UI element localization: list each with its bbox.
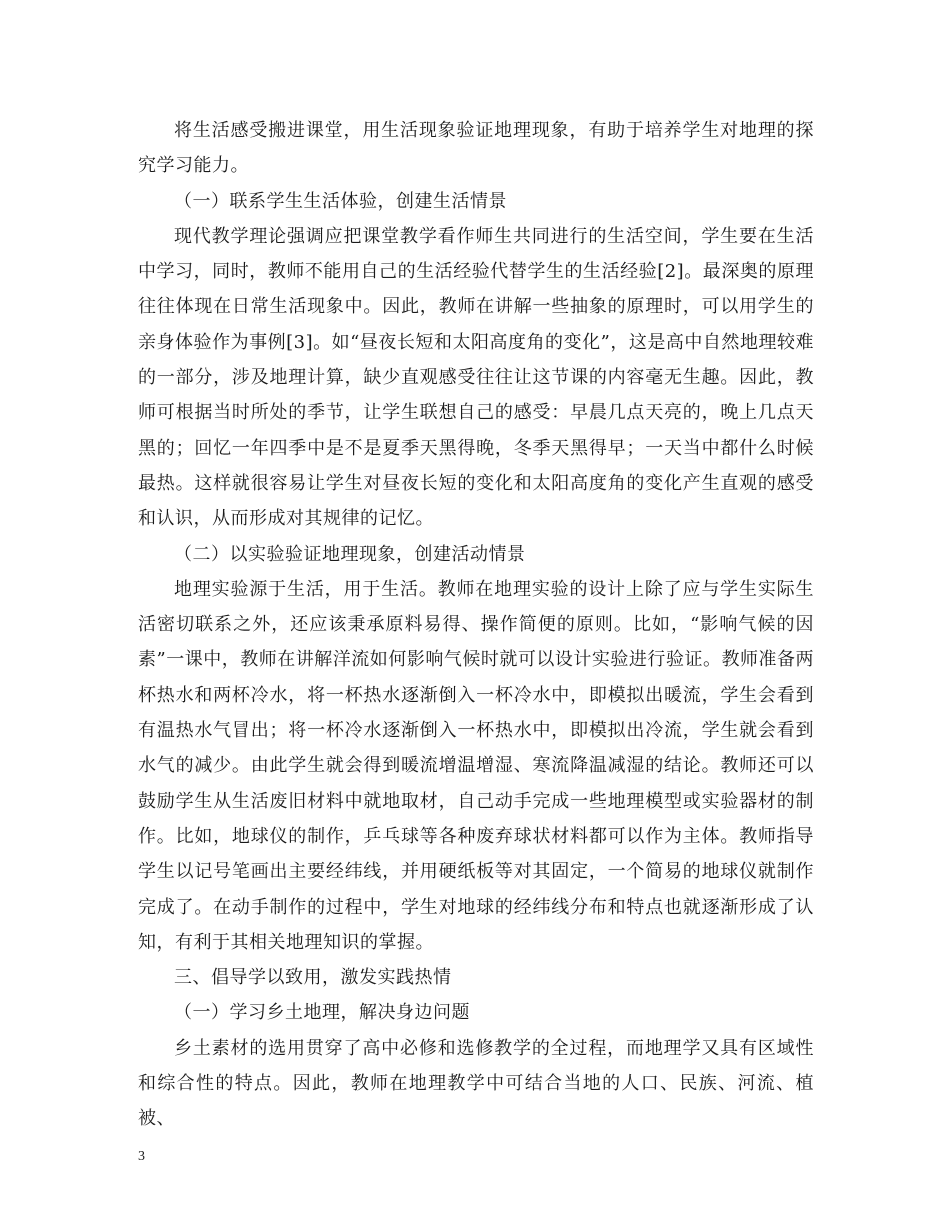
document-body bbox=[138, 113, 814, 1137]
page-number: 3 bbox=[138, 1149, 145, 1164]
section-heading-experiment: （二）以实验验证地理现象，创建活动情景 bbox=[174, 543, 526, 565]
paragraph-intro: 将生活感受搬进课堂，用生活现象验证地理现象，有助于培养学生对地理的探究学习能力。 bbox=[138, 120, 814, 177]
section-heading-practice: 三、倡导学以致用，激发实践热情 bbox=[174, 967, 452, 989]
paragraph-experiment: 地理实验源于生活，用于生活。教师在地理实验的设计上除了应与学生实际生活密切联系之外，还应该秉承原料易得、操作简便的原则。比如，“影响气候的因素”一课中，教师在讲解洋流如何影响气候时就可以设计实验进行验证。教师准备两杯热水和两杯冷水，将一杯热水逐渐倒入一杯冷水中，即模拟出暖流，学生会看到有温热水气冒出；将一杯冷水逐渐倒入一杯热水中，即模拟出冷流，学生就会看到水气的减少。由此学生就会得到暖流增温增湿、寒流降温减湿的结论。教师还可以鼓励学生从生活废旧材料中就地取材，自己动手完成一些地理模型或实验器材的制作。比如，地球仪的制作，乒乓球等各种废弃球状材料都可以作为主体。教师指导学生以记号笔画出主要经纬线，并用硬纸板等对其固定，一个简易的地球仪就制作完成了。在动手制作的过程中，学生对地球的经纬线分布和特点也就逐渐形成了认知，有利于其相关地理知识的掌握。 bbox=[138, 578, 814, 953]
paragraph-life-experience: 现代教学理论强调应把课堂教学看作师生共同进行的生活空间，学生要在生活中学习，同时，教师不能用自己的生活经验代替学生的生活经验[2]。最深奥的原理往往体现在日常生活现象中。因此，教师在讲解一些抽象的原理时，可以用学生的亲身体验作为事例[3]。如“昼夜长短和太阳高度角的变化”，这是高中自然地理较难的一部分，涉及地理计算，缺少直观感受往往让这节课的内容毫无生趣。因此，教师可根据当时所处的季节，让学生联想自己的感受：早晨几点天亮的，晚上几点天黑的；回忆一年四季中是不是夏季天黑得晚，冬季天黑得早；一天当中都什么时候最热。这样就很容易让学生对昼夜长短的变化和太阳高度角的变化产生直观的感受和认识，从而形成对其规律的记忆。 bbox=[138, 225, 814, 530]
section-heading-local-geography: （一）学习乡土地理，解决身边问题 bbox=[174, 1002, 470, 1024]
paragraph-local-geography: 乡土素材的选用贯穿了高中必修和选修教学的全过程，而地理学又具有区域性和综合性的特点。因此，教师在地理教学中可结合当地的人口、民族、河流、植被、 bbox=[138, 1037, 814, 1130]
section-heading-life-experience: （一）联系学生生活体验，创建生活情景 bbox=[174, 190, 507, 212]
